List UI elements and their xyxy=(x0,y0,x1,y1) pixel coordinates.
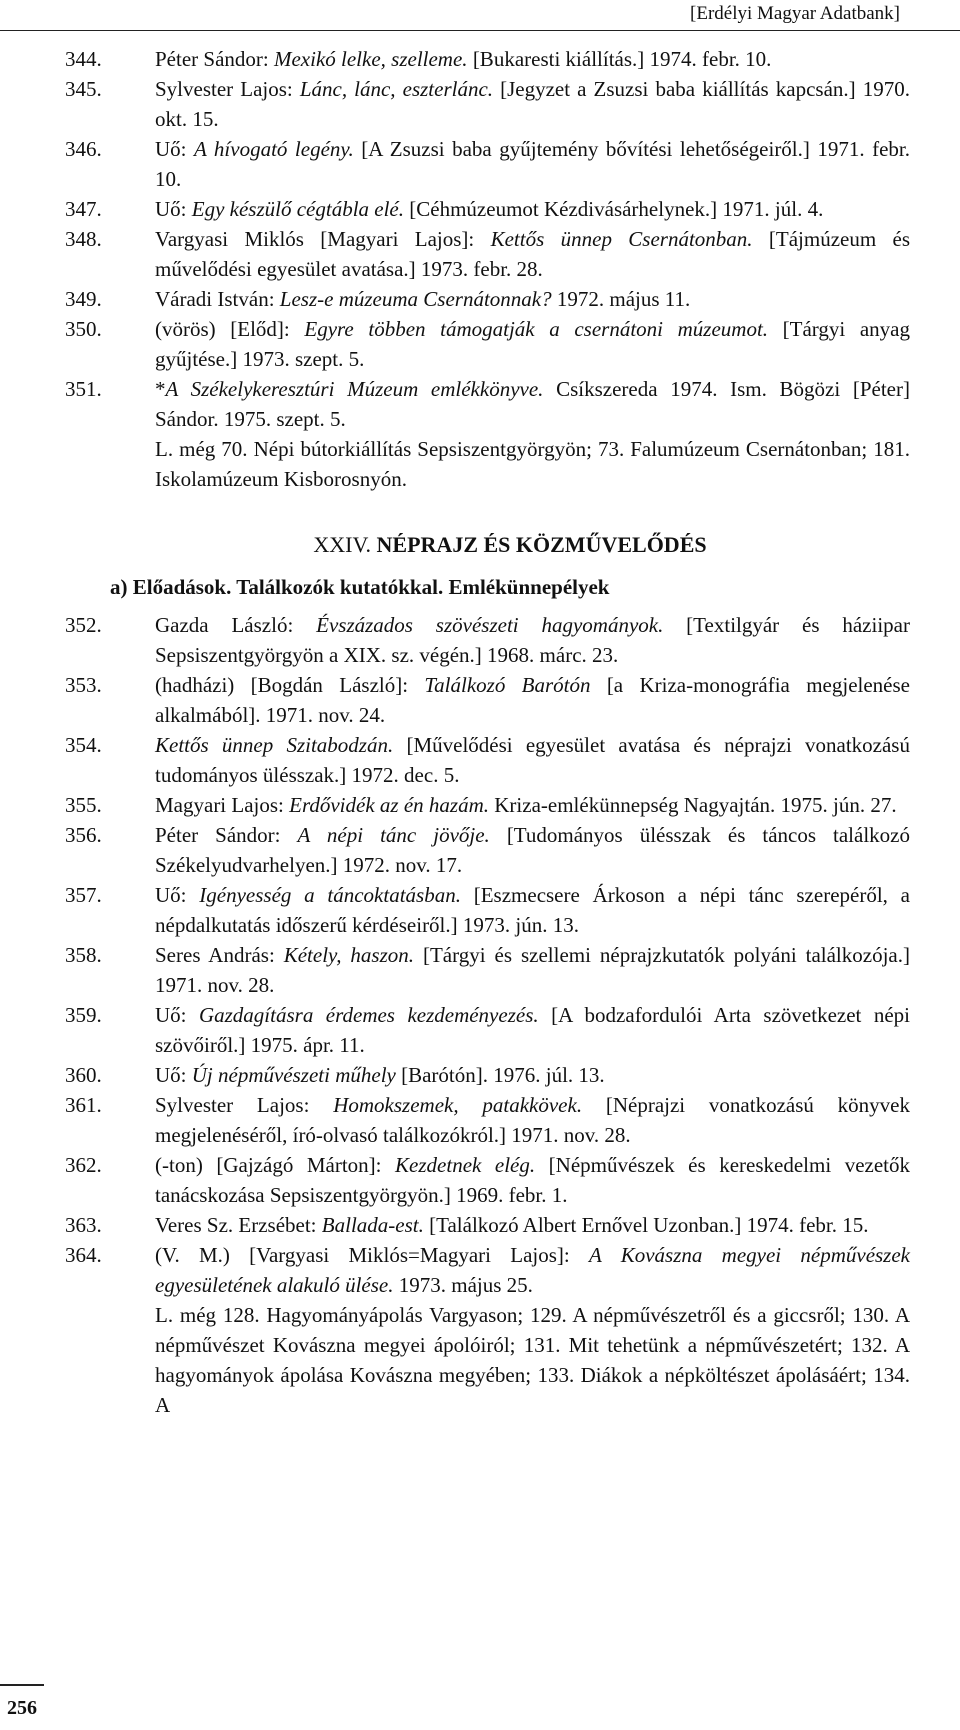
bibliography-entry xyxy=(65,224,911,284)
source-header: [Erdélyi Magyar Adatbank] xyxy=(690,3,900,24)
entry-text: Sylvester Lajos: xyxy=(155,77,300,101)
entry-title: Kettős ünnep Csernátonban. xyxy=(490,227,753,251)
entry-number: 361. xyxy=(65,1093,102,1117)
entry-number: 352. xyxy=(65,613,102,637)
see-also-bottom: L. még 128. Hagyományápolás Vargyason; 129. A népművészetről és a giccsről; 130. A népművészet Kovászna megyei ápolóiról; 131. Mit tehetünk a népművészetért; 132. A hagyományok ápolása Kovászna megyében; 133. Diákok a népköltészet ápolásáért; 134. A xyxy=(155,1303,910,1417)
subsection-heading: a) Előadások. Találkozók kutatókkal. Emlékünnepélyek xyxy=(110,575,610,599)
entry-number: 349. xyxy=(65,287,102,311)
entry-text: Uő: xyxy=(155,137,194,161)
entry-title: A népi tánc jövője. xyxy=(297,823,490,847)
entry-number: 354. xyxy=(65,733,102,757)
entry-text: [Népművészek és kereskedelmi vezetők tanácskozása Sepsiszentgyörgyön.] 1969. febr. 1. xyxy=(155,1153,910,1207)
entry-title: Mexikó lelke, szelleme. xyxy=(273,47,468,71)
entry-text: [Művelődési egyesület avatása és néprajzi vonatkozású tudományos ülésszak.] 1972. dec. 5. xyxy=(155,733,910,787)
bibliography-entry xyxy=(65,44,910,74)
chapter-roman: XXIV. xyxy=(313,532,372,557)
bibliography-entry xyxy=(65,610,910,670)
entry-number: 353. xyxy=(65,673,102,697)
entries-list-top xyxy=(65,44,911,434)
entry-text: [Tárgyi és szellemi néprajzkutatók polyáni találkozója.] 1971. nov. 28. xyxy=(155,943,910,997)
bibliography-entry xyxy=(65,1240,910,1300)
bibliography-entry xyxy=(65,74,910,134)
entry-number: 357. xyxy=(65,883,102,907)
entry-text: Uő: xyxy=(155,1063,192,1087)
entry-text: (V. M.) [Vargyasi Miklós=Magyari Lajos]: xyxy=(155,1243,590,1267)
entry-number: 348. xyxy=(65,227,102,251)
entry-text: [a Kriza-monográfia megjelenése alkalmából]. 1971. nov. 24. xyxy=(155,673,910,727)
entry-number: 363. xyxy=(65,1213,102,1237)
bibliography-entry xyxy=(65,134,911,194)
bibliography-entry xyxy=(65,1090,910,1150)
bibliography-entry xyxy=(65,670,910,730)
entry-title: Erdővidék az én hazám. xyxy=(289,793,489,817)
entry-text: Seres András: xyxy=(155,943,284,967)
entry-text: [Céhmúzeumot Kézdivásárhelynek.] 1971. júl. 4. xyxy=(404,197,824,221)
entry-text: [Textilgyár és háziipar Sepsiszentgyörgyön a XIX. sz. végén.] 1968. márc. 23. xyxy=(155,613,910,667)
entry-text: (-ton) [Gajzágó Márton]: xyxy=(155,1153,396,1177)
entry-text: * xyxy=(155,377,166,401)
bibliography-entry xyxy=(65,1210,910,1240)
entry-text: Váradi István: xyxy=(155,287,280,311)
entry-number: 351. xyxy=(65,377,102,401)
entry-number: 345. xyxy=(65,77,102,101)
entry-number: 359. xyxy=(65,1003,102,1027)
entry-text: Kriza-emlékünnepség Nagyajtán. 1975. jún. 27. xyxy=(489,793,897,817)
entry-text: [A bodzafordulói Arta szövetkezet népi szövőiről.] 1975. ápr. 11. xyxy=(155,1003,910,1057)
bibliography-entry xyxy=(65,880,910,940)
bibliography-entry xyxy=(65,314,910,374)
entry-title: Évszázados szövészeti hagyományok. xyxy=(316,613,664,637)
entry-title: Új népművészeti műhely xyxy=(191,1063,396,1087)
entry-text: Vargyasi Miklós [Magyari Lajos]: xyxy=(155,227,491,251)
entry-number: 356. xyxy=(65,823,102,847)
entry-text: [Tájmúzeum és művelődési egyesület avatása.] 1973. febr. 28. xyxy=(155,227,911,281)
entry-title: Kétely, haszon. xyxy=(283,943,415,967)
entry-title: Lánc, lánc, eszterlánc. xyxy=(299,77,494,101)
bibliography-entry xyxy=(65,284,910,314)
entry-text: [Jegyzet a Zsuzsi baba kiállítás kapcsán.] 1970. okt. 15. xyxy=(155,77,910,131)
bibliography-entry xyxy=(65,1060,910,1090)
page-number: 256 xyxy=(0,1684,44,1730)
entry-title: Kezdetnek elég. xyxy=(395,1153,536,1177)
entry-text: [Eszmecsere Árkoson a népi tánc szerepéről, a népdalkutatás időszerű kérdéseiről.] 1973. jún. 13. xyxy=(155,883,910,937)
entry-number: 344. xyxy=(65,47,102,71)
entry-text: Veres Sz. Erzsébet: xyxy=(155,1213,322,1237)
entry-text: Sylvester Lajos: xyxy=(155,1093,334,1117)
bibliography-entry xyxy=(65,374,910,434)
entry-text: Uő: xyxy=(155,197,192,221)
entry-text: 1972. május 11. xyxy=(551,287,691,311)
entry-title: Egyre többen támogatják a csernátoni múzeumot. xyxy=(304,317,769,341)
entry-text: Uő: xyxy=(155,883,200,907)
entry-number: 355. xyxy=(65,793,102,817)
bibliography-entry xyxy=(65,1150,910,1210)
entry-title: A hívogató legény. xyxy=(194,137,354,161)
entry-title: Gazdagításra érdemes kezdeményezés. xyxy=(198,1003,539,1027)
page-content xyxy=(65,44,911,1420)
entry-text: Uő: xyxy=(155,1003,199,1027)
entry-text: [A Zsuzsi baba gyűjtemény bővítési lehetőségeiről.] 1971. febr. 10. xyxy=(155,137,911,191)
bibliography-entry xyxy=(65,940,910,1000)
entry-text: [Néprajzi vonatkozású könyvek megjelenéséről, író-olvasó találkozókról.] 1971. nov. 28. xyxy=(155,1093,910,1147)
see-also-top: L. még 70. Népi bútorkiállítás Sepsiszentgyörgyön; 73. Falumúzeum Csernátonban; 181. Iskolamúzeum Kisborosnyón. xyxy=(155,437,910,491)
entries-list-bottom xyxy=(65,610,910,1300)
bibliography-entry xyxy=(65,820,910,880)
entry-title: A Kovászna megyei népművészek egyesületének alakuló ülése. xyxy=(155,1243,910,1297)
entry-title: Egy készülő cégtábla elé. xyxy=(191,197,405,221)
entry-text: (vörös) [Előd]: xyxy=(155,317,305,341)
entry-number: 360. xyxy=(65,1063,102,1087)
entry-text: [Barótón]. 1976. júl. 13. xyxy=(395,1063,605,1087)
entry-title: Találkozó Barótón xyxy=(424,673,591,697)
entry-text: Péter Sándor: xyxy=(155,823,298,847)
entry-title: Igényesség a táncoktatásban. xyxy=(199,883,461,907)
entry-text: Csíkszereda 1974. Ism. Bögözi [Péter] Sándor. 1975. szept. 5. xyxy=(155,377,910,431)
bibliography-entry xyxy=(65,790,910,820)
entry-number: 346. xyxy=(65,137,102,161)
bibliography-entry xyxy=(65,194,910,224)
entry-text: Péter Sándor: xyxy=(155,47,274,71)
entry-text: (hadházi) [Bogdán László]: xyxy=(155,673,425,697)
bibliography-entry xyxy=(65,730,910,790)
entry-number: 362. xyxy=(65,1153,102,1177)
entry-number: 358. xyxy=(65,943,102,967)
entry-text: Magyari Lajos: xyxy=(155,793,290,817)
entry-number: 347. xyxy=(65,197,102,221)
entry-text: Gazda László: xyxy=(155,613,317,637)
entry-title: Homokszemek, patakkövek. xyxy=(333,1093,583,1117)
entry-text: 1973. május 25. xyxy=(393,1273,533,1297)
entry-text: [Tárgyi anyag gyűjtése.] 1973. szept. 5. xyxy=(155,317,910,371)
entry-number: 364. xyxy=(65,1243,102,1267)
entry-number: 350. xyxy=(65,317,102,341)
header-rule xyxy=(0,30,960,31)
chapter-heading xyxy=(110,528,910,562)
entry-title: Ballada-est. xyxy=(321,1213,424,1237)
entry-text: [Tudományos ülésszak és táncos találkozó Székelyudvarhelyen.] 1972. nov. 17. xyxy=(155,823,910,877)
entry-title: A Székelykeresztúri Múzeum emlékkönyve. xyxy=(165,377,544,401)
bibliography-entry xyxy=(65,1000,910,1060)
entry-title: Lesz-e múzeuma Csernátonnak? xyxy=(279,287,552,311)
section-gap xyxy=(110,494,910,522)
entry-text: [Bukaresti kiállítás.] 1974. febr. 10. xyxy=(467,47,772,71)
entry-text: [Találkozó Albert Ernővel Uzonban.] 1974. febr. 15. xyxy=(423,1213,869,1237)
entry-title: Kettős ünnep Szitabodzán. xyxy=(155,733,394,757)
chapter-title: NÉPRAJZ ÉS KÖZMŰVELŐDÉS xyxy=(376,532,707,557)
